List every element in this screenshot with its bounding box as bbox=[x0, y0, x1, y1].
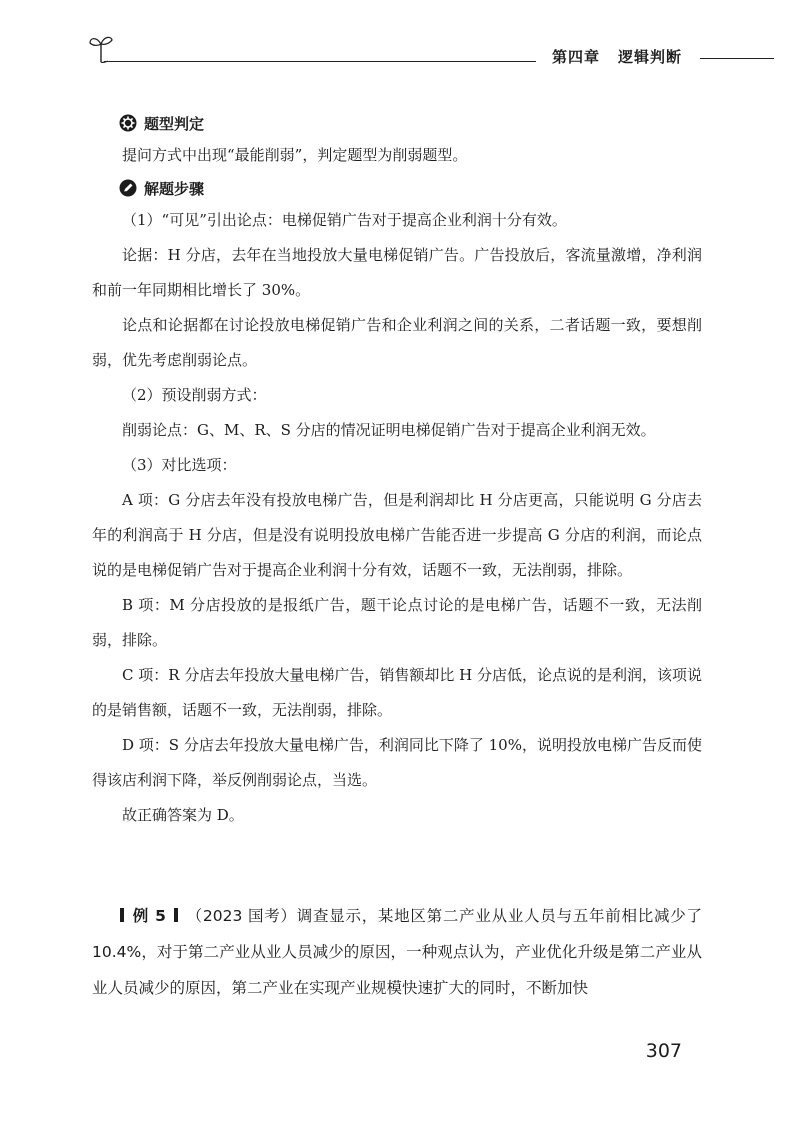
answer: 故正确答案为 D。 bbox=[122, 806, 244, 824]
page-header bbox=[0, 0, 800, 80]
option-b: B 项：M 分店投放的是报纸广告，题干论点讨论的是电梯广告，话题不一致，无法削弱，排除。 bbox=[92, 596, 702, 649]
example-block bbox=[92, 898, 702, 1006]
weaken-method: 削弱论点：G、M、R、S 分店的情况证明电梯促销广告对于提高企业利润无效。 bbox=[122, 421, 656, 439]
option-a: A 项：G 分店去年没有投放电梯广告，但是利润却比 H 分店更高，只能说明 G 分店去年的利润高于 H 分店，但是没有说明投放电梯广告能否进一步提高 G 分店的利润，而论点说的是电梯促销广告对于提高企业利润十分有效，话题不一致，无法削弱，排除。 bbox=[92, 491, 702, 579]
option-c: C 项：R 分店去年投放大量电梯广告，销售额却比 H 分店低，论点说的是利润，该项说的是销售额，话题不一致，无法削弱，排除。 bbox=[92, 666, 702, 719]
example-bar-right bbox=[174, 908, 178, 922]
section-type-heading bbox=[92, 108, 702, 138]
gear-badge-icon bbox=[119, 114, 137, 132]
example-source: （2023 国考） bbox=[185, 907, 297, 925]
solution-content bbox=[92, 108, 702, 833]
chapter-number: 第四章 bbox=[552, 48, 601, 66]
type-text: 提问方式中出现“最能削弱”，判定题型为削弱题型。 bbox=[122, 146, 468, 164]
option-d: D 项：S 分店去年投放大量电梯广告，利润同比下降了 10%，说明投放电梯广告反而使得该店利润下降，举反例削弱论点，当选。 bbox=[92, 736, 702, 789]
chapter-title: 逻辑判断 bbox=[618, 48, 683, 66]
section-type-title: 题型判定 bbox=[144, 114, 205, 133]
step-1: （1）“可见”引出论点：电梯促销广告对于提高企业利润十分有效。 bbox=[122, 211, 567, 229]
step-2: （2）预设削弱方式： bbox=[122, 386, 267, 404]
sprout-icon bbox=[88, 30, 114, 64]
chapter-heading bbox=[552, 46, 682, 67]
section-steps-heading bbox=[92, 173, 702, 203]
header-rule bbox=[104, 61, 536, 62]
example-label: 例 5 bbox=[132, 907, 166, 925]
pencil-badge-icon bbox=[119, 179, 137, 197]
header-dash bbox=[700, 58, 774, 59]
step-3: （3）对比选项： bbox=[122, 456, 237, 474]
example-bar-left bbox=[120, 908, 124, 922]
section-steps-title: 解题步骤 bbox=[144, 179, 205, 198]
page-number: 307 bbox=[645, 1040, 682, 1062]
example-text: 调查显示，某地区第二产业从业人员与五年前相比减少了 10.4%，对于第二产业从业人员减少的原因，一种观点认为，产业优化升级是第二产业从业人员减少的原因，第二产业在实现产业规模快速扩大的同时，不断加快 bbox=[92, 907, 702, 997]
argument-analysis: 论点和论据都在讨论投放电梯促销广告和企业利润之间的关系，二者话题一致，要想削弱，优先考虑削弱论点。 bbox=[92, 316, 702, 369]
argument-evidence: 论据：H 分店，去年在当地投放大量电梯促销广告。广告投放后，客流量激增，净利润和前一年同期相比增长了 30%。 bbox=[92, 246, 702, 299]
